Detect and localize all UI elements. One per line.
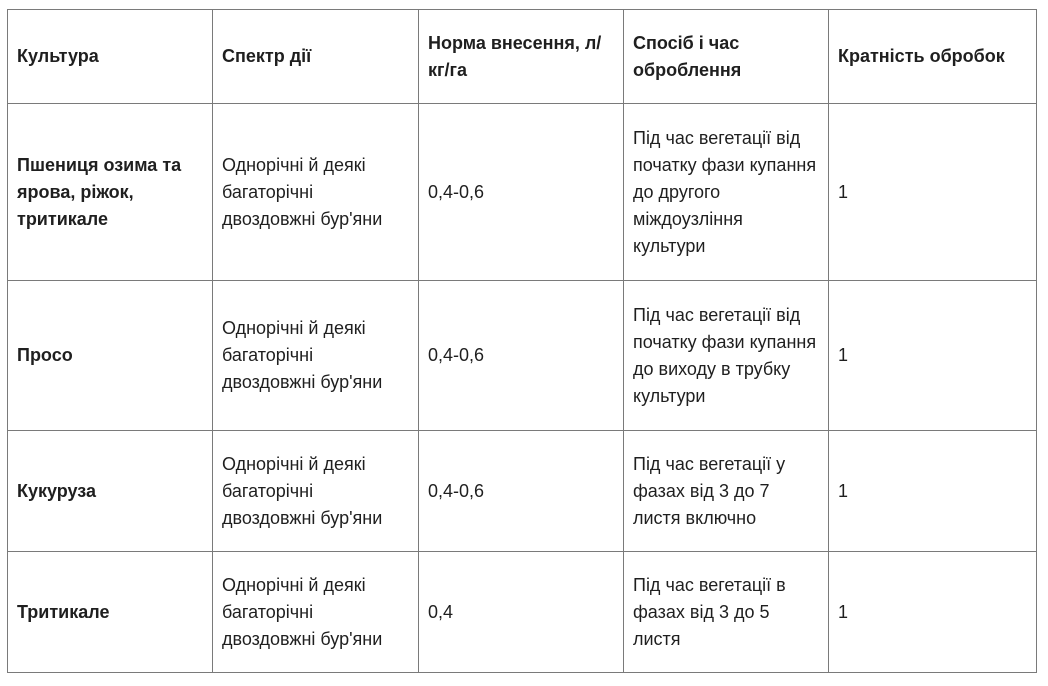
cell-spectrum: Однорічні й деякі багаторічні двоздовжні бур'яни: [213, 552, 419, 673]
table-container: [7, 9, 1037, 673]
table-body: [8, 104, 1037, 673]
cell-method: Під час вегетації в фазах від 3 до 5 листя: [624, 552, 829, 673]
cell-crop: Пшениця озима та ярова, ріжок, тритикале: [8, 104, 213, 281]
header-crop: Культура: [8, 10, 213, 104]
cell-count: 1: [829, 431, 1037, 552]
cell-crop: Кукуруза: [8, 431, 213, 552]
cell-rate: 0,4-0,6: [419, 104, 624, 281]
table-row: [8, 104, 1037, 281]
cell-spectrum: Однорічні й деякі багаторічні двоздовжні бур'яни: [213, 431, 419, 552]
herbicide-application-table: [7, 9, 1037, 673]
cell-count: 1: [829, 552, 1037, 673]
cell-rate: 0,4-0,6: [419, 431, 624, 552]
table-header: [8, 10, 1037, 104]
cell-method: Під час вегетації у фазах від 3 до 7 листя включно: [624, 431, 829, 552]
cell-spectrum: Однорічні й деякі багаторічні двоздовжні бур'яни: [213, 281, 419, 431]
cell-spectrum: Однорічні й деякі багаторічні двоздовжні бур'яни: [213, 104, 419, 281]
cell-rate: 0,4: [419, 552, 624, 673]
header-method: Спосіб і час оброблення: [624, 10, 829, 104]
header-row: [8, 10, 1037, 104]
table-row: [8, 431, 1037, 552]
cell-method: Під час вегетації від початку фази купання до виходу в трубку культури: [624, 281, 829, 431]
table-row: [8, 552, 1037, 673]
header-count: Кратність обробок: [829, 10, 1037, 104]
cell-rate: 0,4-0,6: [419, 281, 624, 431]
cell-crop: Тритикале: [8, 552, 213, 673]
cell-count: 1: [829, 281, 1037, 431]
table-row: [8, 281, 1037, 431]
header-rate: Норма внесення, л/кг/га: [419, 10, 624, 104]
cell-method: Під час вегетації від початку фази купання до другого міждоузління культури: [624, 104, 829, 281]
header-spectrum: Спектр дії: [213, 10, 419, 104]
cell-crop: Просо: [8, 281, 213, 431]
cell-count: 1: [829, 104, 1037, 281]
